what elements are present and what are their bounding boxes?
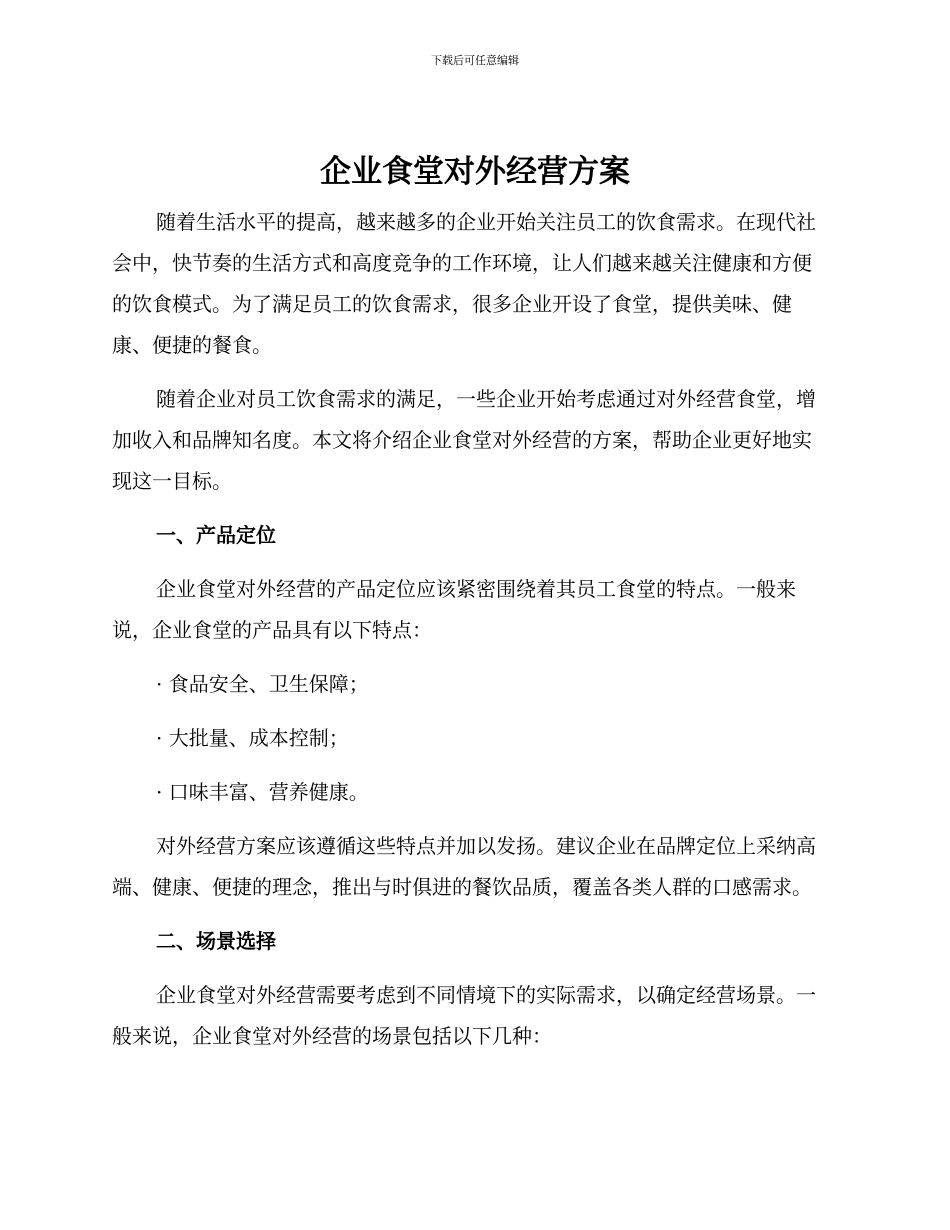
list-item: · 食品安全、卫生保障； [156,672,369,696]
paragraph-branding: 对外经营方案应该遵循这些特点并加以发扬。建议企业在品牌定位上采纳高端、健康、便捷的理念，推出与时俱进的餐饮品质，覆盖各类人群的口感需求。 [112,834,816,899]
paragraph-purpose: 随着企业对员工饮食需求的满足，一些企业开始考虑通过对外经营食堂，增加收入和品牌知名度。本文将介绍企业食堂对外经营的方案，帮助企业更好地实现这一目标。 [112,387,816,493]
paragraph-product: 企业食堂对外经营的产品定位应该紧密围绕着其员工食堂的特点。一般来说，企业食堂的产品具有以下特点： [112,577,796,642]
section-heading-product: 一、产品定位 [156,523,276,547]
page-header: 下载后可任意编辑 [431,54,519,67]
list-item: · 大批量、成本控制； [156,726,349,750]
document-title: 企业食堂对外经营方案 [320,154,630,190]
list-item: · 口味丰富、营养健康。 [156,780,369,804]
paragraph-scene: 企业食堂对外经营需要考虑到不同情境下的实际需求，以确定经营场景。一般来说，企业食堂对外经营的场景包括以下几种： [112,983,816,1048]
paragraph-intro: 随着生活水平的提高，越来越多的企业开始关注员工的饮食需求。在现代社会中，快节奏的生活方式和高度竞争的工作环境，让人们越来越关注健康和方便的饮食模式。为了满足员工的饮食需求，很多企业开设了食堂，提供美味、健康、便捷的餐食。 [112,210,816,357]
document-body [112,202,830,1057]
section-heading-scene: 二、场景选择 [156,929,276,953]
